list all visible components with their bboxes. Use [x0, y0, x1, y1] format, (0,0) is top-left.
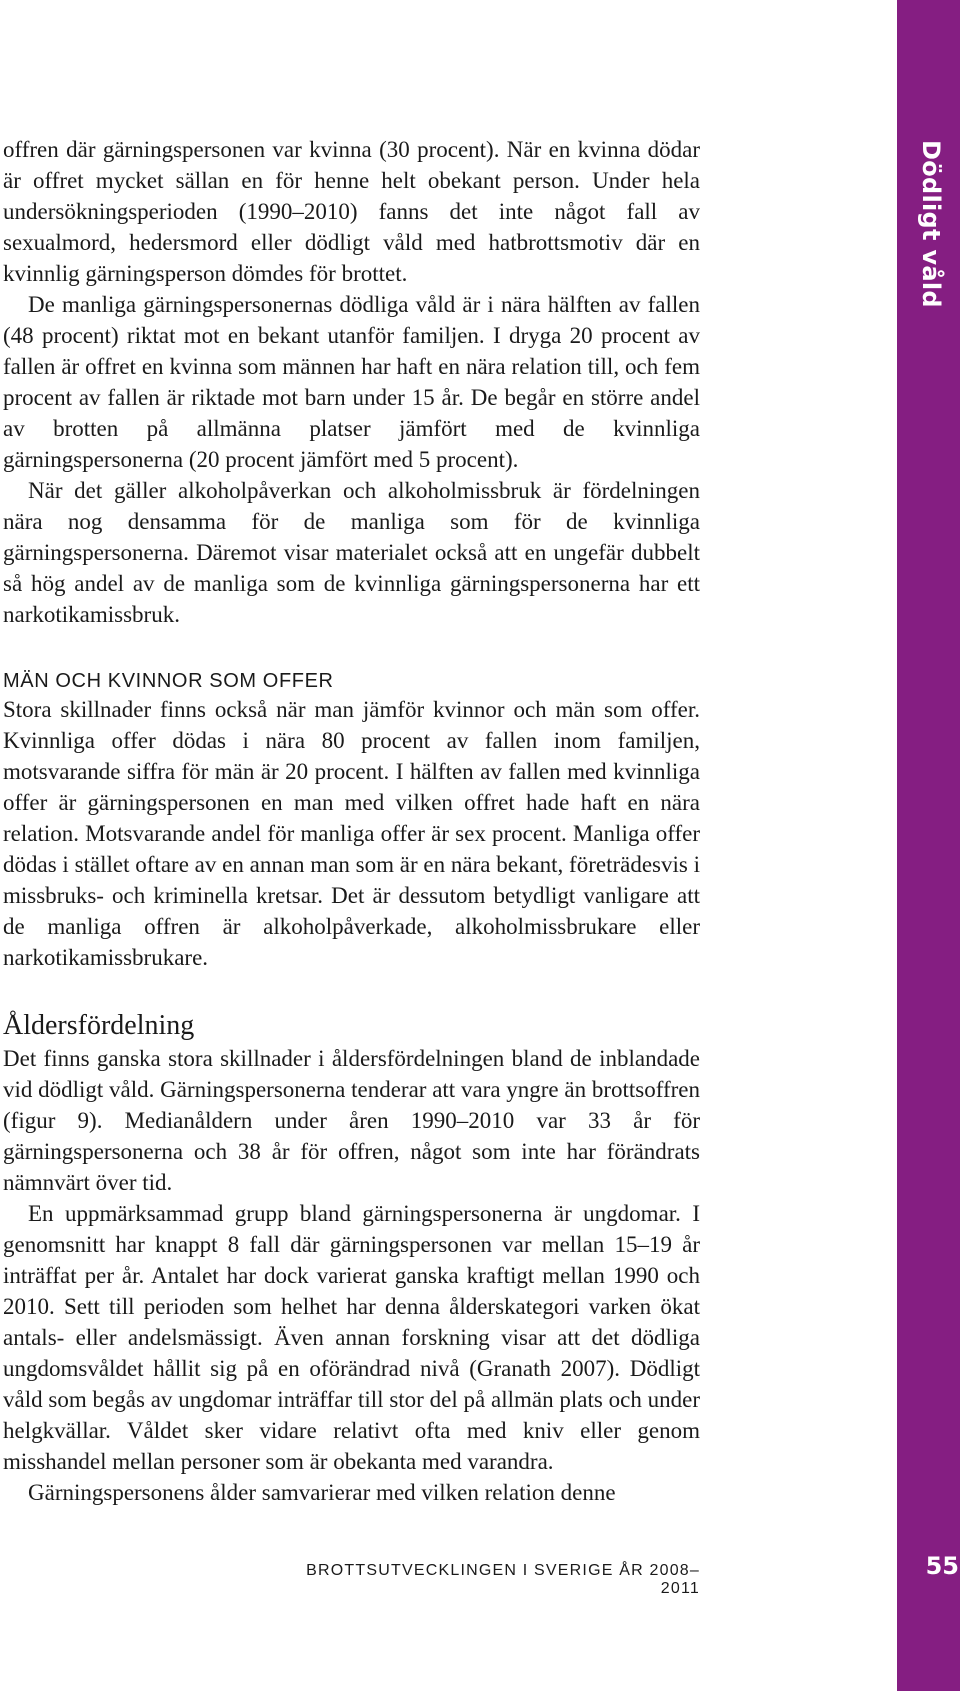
paragraph: Det finns ganska stora skillnader i åldersfördelningen bland de inblandade vid dödligt våld. Gärningspersonerna tenderar att vara yngre än brottsoffren (figur 9). Medianåldern under åren 1990–2010 var 33 år för gärningspersonerna och 38 år för offren, något som inte har förändrats nämnvärt över tid. [3, 1046, 701, 1195]
paragraph: När det gäller alkoholpåverkan och alkoholmissbruk är fördelningen nära nog densamma för de manliga som för de kvinnliga gärningspersonerna. Däremot visar materialet också att en ungefär dubbelt så hög andel av de manliga som de kvinnliga gärningspersonerna har ett narkotikamissbruk. [3, 478, 700, 627]
main-text [3, 134, 700, 1508]
chapter-title: Dödligt våld [917, 140, 945, 308]
paragraph: De manliga gärningspersonernas dödliga våld är i nära hälften av fallen (48 procent) riktat mot en bekant utanför familjen. I dryga 20 procent av fallen är offret en kvinna som männen har haft en nära relation till, och fem procent av fallen är riktade mot barn under 15 år. De begår en större andel av brotten på allmänna platser jämfört med de kvinnliga gärningspersonerna (20 procent jämfört med 5 procent). [3, 292, 700, 472]
paragraph: Gärningspersonens ålder samvarierar med vilken relation denne [28, 1480, 616, 1505]
paragraph: En uppmärksammad grupp bland gärningspersonerna är ungdomar. I genomsnitt har knappt 8 fall där gärningspersonen var mellan 15–19 år inträffat per år. Antalet har dock varierat ganska kraftigt mellan 1990 och 2010. Sett till perioden som helhet har denna ålderskategori varken ökat antals- eller andelsmässigt. Även annan forskning visar att det dödliga ungdomsvåldet hållit sig på en oförändrad nivå (Granath 2007). Dödligt våld som begås av ungdomar inträffar till stor del på allmän plats och under helgkvällar. Våldet sker vidare relativt ofta med kniv eller genom misshandel mellan personer som är obekanta med varandra. [3, 1201, 700, 1474]
page-number: 55 [925, 1552, 959, 1580]
paragraph: offren där gärningspersonen var kvinna (30 procent). När en kvinna dödar är offret mycket sällan en för henne helt obekant person. Under hela undersökningsperioden (1990–2010) fanns det inte något fall av sexualmord, hedersmord eller dödligt våld med hatbrottsmotiv där en kvinnlig gärningsperson dömdes för brottet. [3, 137, 700, 286]
section-heading-offer: MÄN OCH KVINNOR SOM OFFER [3, 670, 334, 692]
paragraph: Stora skillnader finns också när man jämför kvinnor och män som offer. Kvinnliga offer dödas i nära 80 procent av fallen inom familjen, motsvarande siffra för män är 20 procent. I hälften av fallen med kvinnliga offer är gärningspersonen en man med vilken offret hade haft en nära relation. Motsvarande andel för manliga offer är sex procent. Manliga offer dödas i stället oftare av en annan man som är en nära bekant, företrädesvis i missbruks- och kriminella kretsar. Det är dessutom betydligt vanligare att de manliga offren är alkoholpåverkade, alkoholmissbrukare eller narkotikamissbrukare. [3, 697, 700, 970]
section-heading-aldersfordelning: Åldersfördelning [3, 1010, 195, 1041]
running-footer: BROTTSUTVECKLINGEN I SVERIGE ÅR 2008–2011 [306, 1562, 700, 1597]
